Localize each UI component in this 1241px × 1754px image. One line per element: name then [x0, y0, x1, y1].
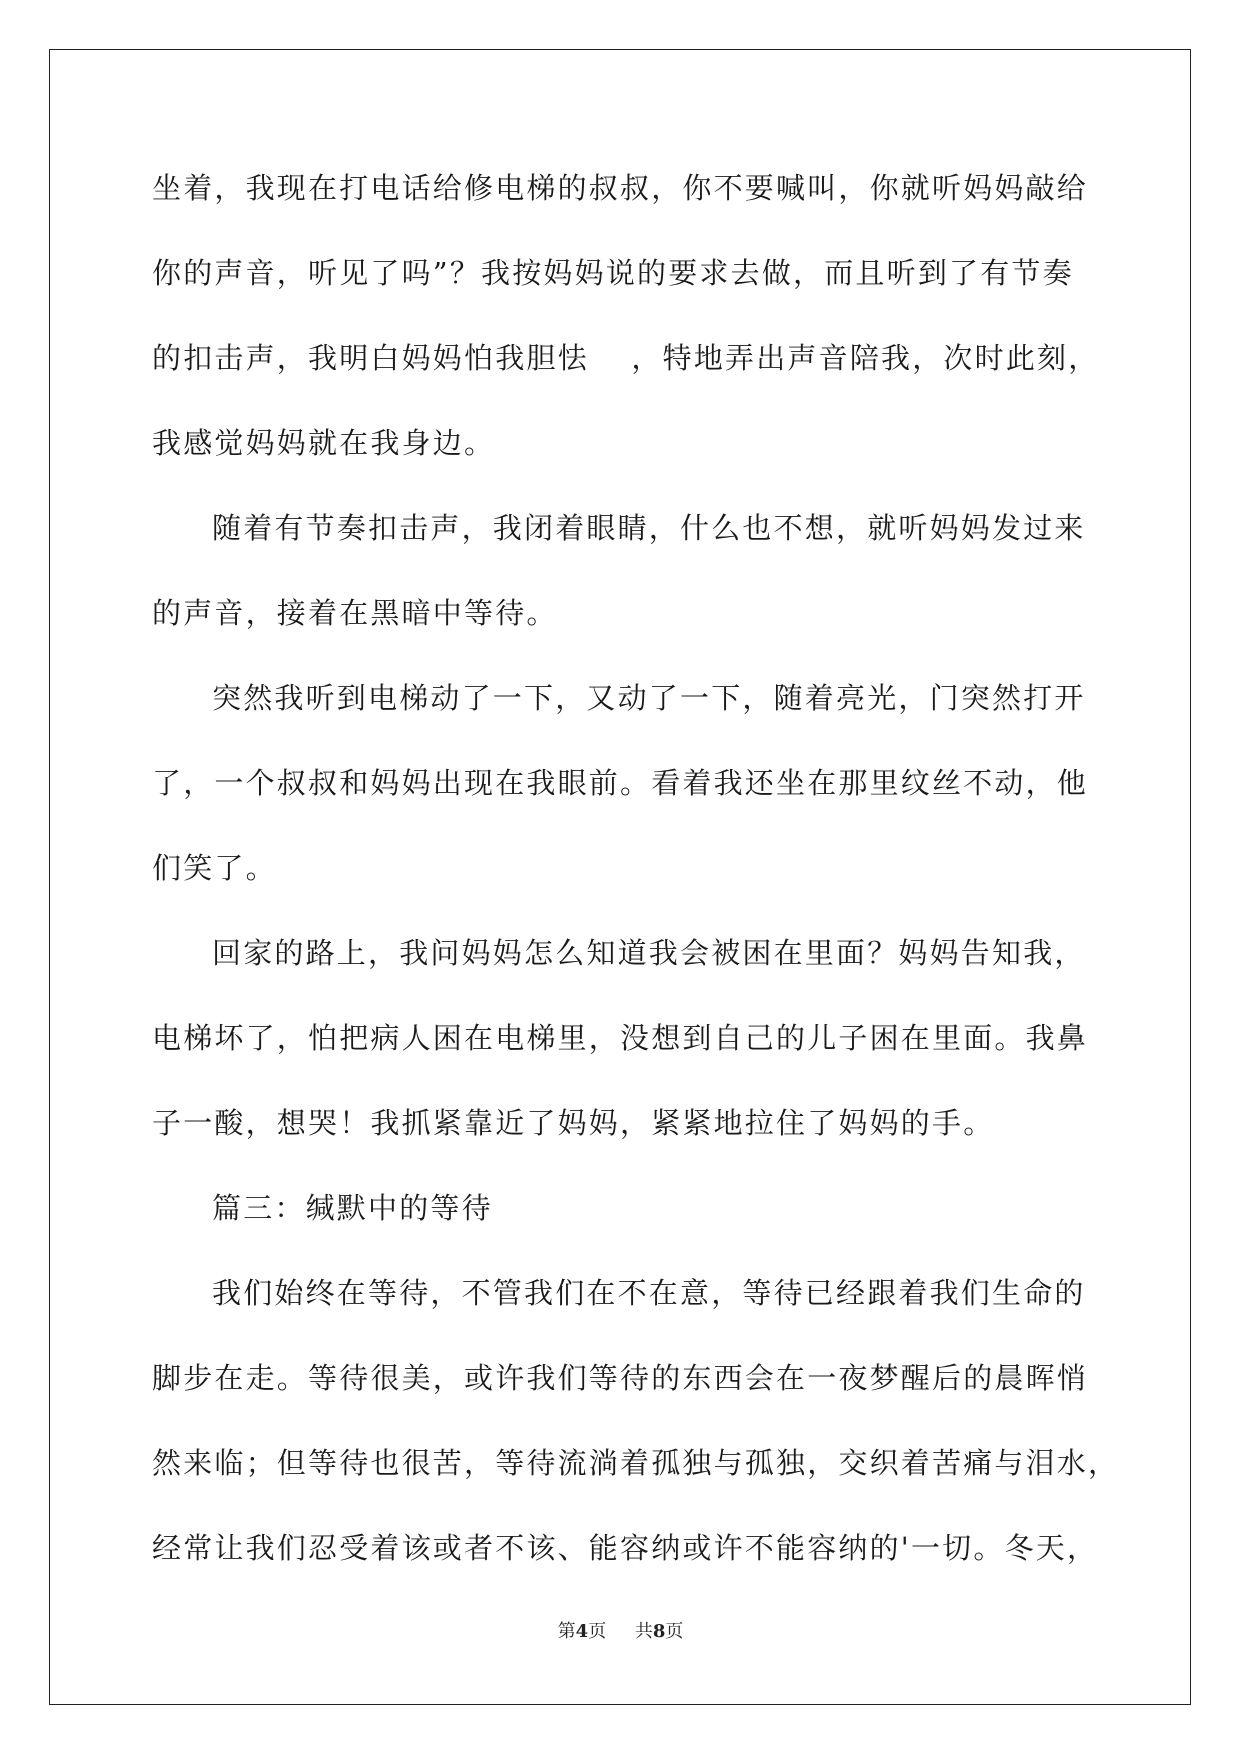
page-label: [558, 1621, 612, 1642]
paragraph-line: 的声音，接着在黑暗中等待。: [152, 596, 558, 630]
paragraph-line: 们笑了。: [152, 851, 277, 885]
total-pages: 8: [652, 1621, 666, 1642]
paragraph-line: 坐着，我现在打电话给修电梯的叔叔，你不要喊叫，你就听妈妈敲给: [152, 171, 1089, 205]
total-prefix: 共: [634, 1621, 653, 1642]
paragraph-line: 回家的路上，我问妈妈怎么知道我会被困在里面？妈妈告知我，: [212, 936, 1086, 970]
section-heading: 篇三：缄默中的等待: [212, 1191, 493, 1225]
page-prefix: 第: [557, 1621, 576, 1642]
paragraph-line: 经常让我们忍受着该或者不该、能容纳或许不能容纳的'一切。冬天，: [152, 1531, 1099, 1565]
page-suffix: 页: [588, 1621, 607, 1642]
paragraph-line: 电梯坏了，怕把病人困在电梯里，没想到自己的儿子困在里面。我鼻: [152, 1021, 1089, 1055]
paragraph-line: 的扣击声，我明白妈妈怕我胆怯 ，特地弄出声音陪我，次时此刻，: [152, 341, 1100, 375]
paragraph-line: 我感觉妈妈就在我身边。: [152, 426, 496, 460]
paragraph-line: 突然我听到电梯动了一下，又动了一下，随着亮光，门突然打开: [212, 681, 1086, 715]
paragraph-line: 脚步在走。等待很美，或许我们等待的东西会在一夜梦醒后的晨晖悄: [152, 1361, 1089, 1395]
paragraph-line: 子一酸，想哭！我抓紧靠近了妈妈，紧紧地拉住了妈妈的手。: [152, 1106, 995, 1140]
total-suffix: 页: [665, 1621, 684, 1642]
page-number: 4: [575, 1621, 589, 1642]
paragraph-line: 我们始终在等待，不管我们在不在意，等待已经跟着我们生命的: [212, 1276, 1086, 1310]
page-footer: [0, 1617, 1241, 1643]
paragraph-line: 你的声音，听见了吗”？我按妈妈说的要求去做，而且听到了有节奏: [152, 256, 1074, 290]
paragraph-line: 然来临；但等待也很苦，等待流淌着孤独与孤独，交织着苦痛与泪水，: [152, 1446, 1120, 1480]
paragraph-line: 了，一个叔叔和妈妈出现在我眼前。看着我还坐在那里纹丝不动，他: [152, 766, 1089, 800]
total-pages-label: [635, 1621, 684, 1642]
paragraph-line: 随着有节奏扣击声，我闭着眼睛，什么也不想，就听妈妈发过来: [212, 511, 1086, 545]
